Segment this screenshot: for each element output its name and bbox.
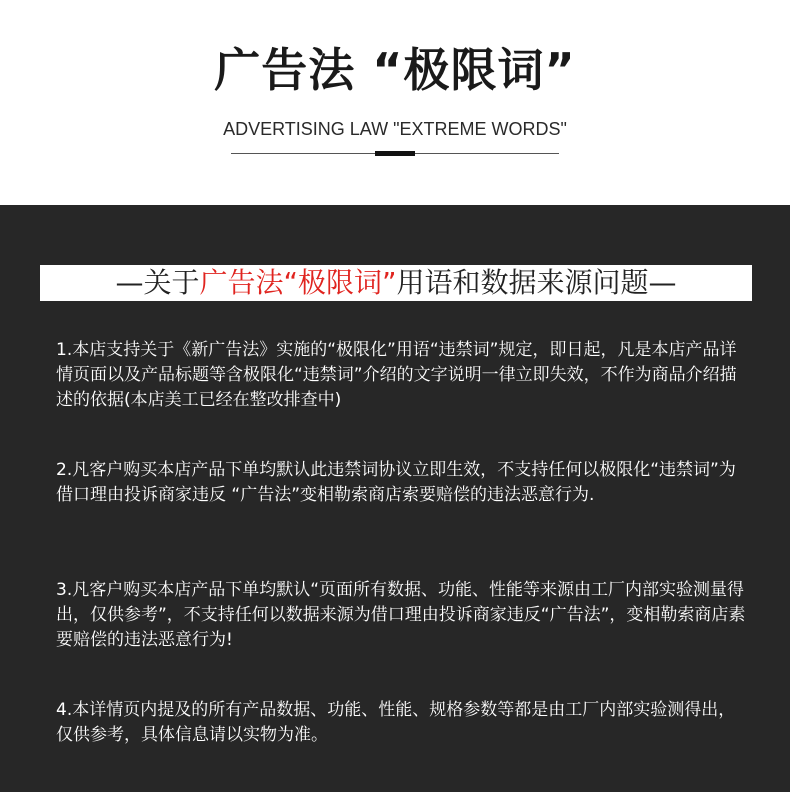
banner-suffix: 用语和数据来源问题— (396, 266, 677, 299)
banner-prefix: —关于 (115, 266, 200, 299)
notice-paragraph-4: 4.本详情页内提及的所有产品数据、功能、性能、规格参数等都是由工厂内部实验测得出，仅供参考，具体信息请以实物为准。 (56, 700, 736, 745)
title-divider-accent (375, 151, 415, 156)
banner-highlight: 广告法“极限词” (199, 266, 397, 299)
notice-paragraph-1: 1.本店支持关于《新广告法》实施的“极限化”用语“违禁词”规定，即日起，凡是本店产品详情页面以及产品标题等含极限化“违禁词”介绍的文字说明一律立即失效，不作为商品介绍描述的依据(本店美工已经在整改排查中) (56, 340, 737, 410)
notice-paragraph-3: 3.凡客户购买本店产品下单均默认“页面所有数据、功能、性能等来源由工厂内部实验测量得出，仅供参考”，不支持任何以数据来源为借口理由投诉商家违反“广告法”，变相勒索商店素要赔偿的违法恶意行为! (56, 580, 746, 650)
page-title: 广告法 “极限词” (214, 43, 576, 97)
page-subtitle: ADVERTISING LAW "EXTREME WORDS" (223, 119, 567, 139)
header-section (0, 0, 790, 205)
section-banner (40, 265, 752, 301)
notice-paragraph-2: 2.凡客户购买本店产品下单均默认此违禁词协议立即生效，不支持任何以极限化“违禁词”为借口理由投诉商家违反 “广告法”变相勒索商店索要赔偿的违法恶意行为. (56, 460, 736, 505)
